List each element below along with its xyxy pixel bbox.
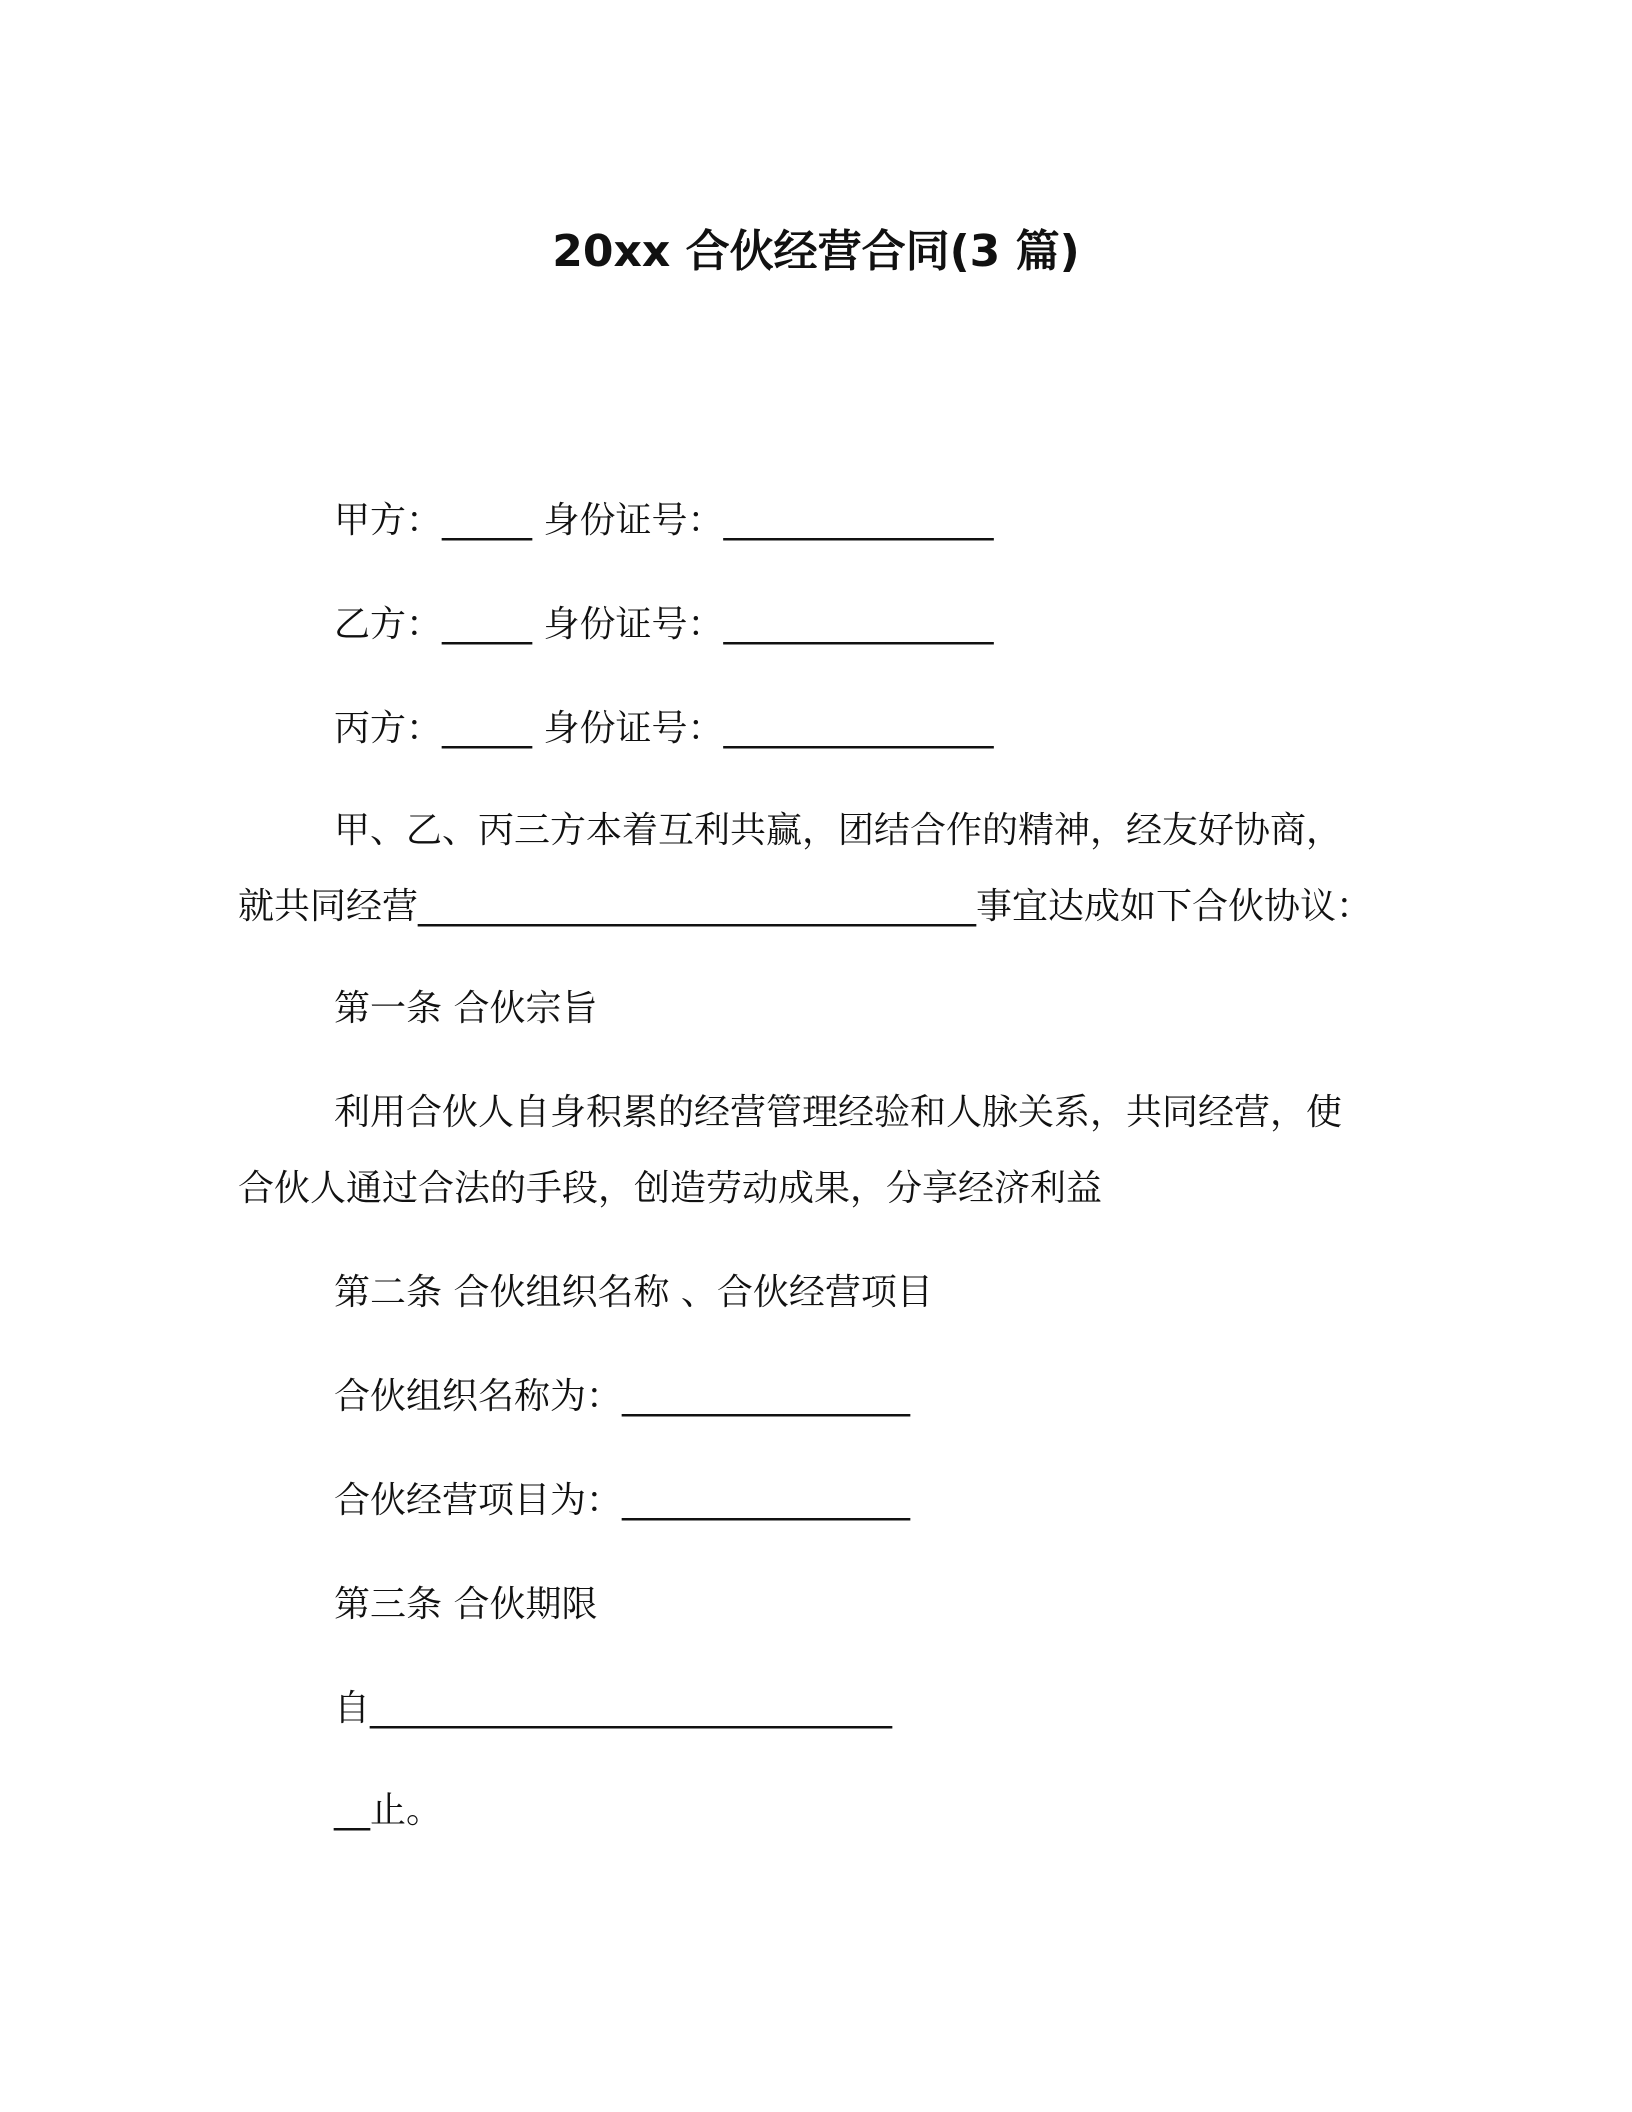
party-b-line: 乙方：_____ 身份证号：_______________	[334, 604, 994, 645]
article-1-body-line-2: 合伙人通过合法的手段，创造劳动成果，分享经济利益	[238, 1168, 1103, 1209]
article-2-heading: 第二条 合伙组织名称 、合伙经营项目	[334, 1272, 933, 1313]
document-title: 20xx 合伙经营合同(3 篇)	[552, 226, 1080, 277]
term-end-line: __止。	[334, 1790, 443, 1831]
article-1-heading: 第一条 合伙宗旨	[334, 988, 598, 1029]
business-project-line: 合伙经营项目为：________________	[334, 1480, 911, 1521]
preamble-line-2: 就共同经营_______________________________事宜达成如下合伙协议：	[238, 886, 1373, 927]
party-c-line: 丙方：_____ 身份证号：_______________	[334, 708, 994, 749]
article-3-heading: 第三条 合伙期限	[334, 1584, 598, 1625]
partnership-name-line: 合伙组织名称为：________________	[334, 1376, 911, 1417]
article-1-body-line-1: 利用合伙人自身积累的经营管理经验和人脉关系，共同经营，使	[334, 1092, 1343, 1133]
term-start-line: 自_____________________________	[334, 1688, 892, 1729]
preamble-line-1: 甲、乙、丙三方本着互利共赢，团结合作的精神，经友好协商，	[334, 810, 1343, 851]
party-a-line: 甲方：_____ 身份证号：_______________	[334, 500, 994, 541]
